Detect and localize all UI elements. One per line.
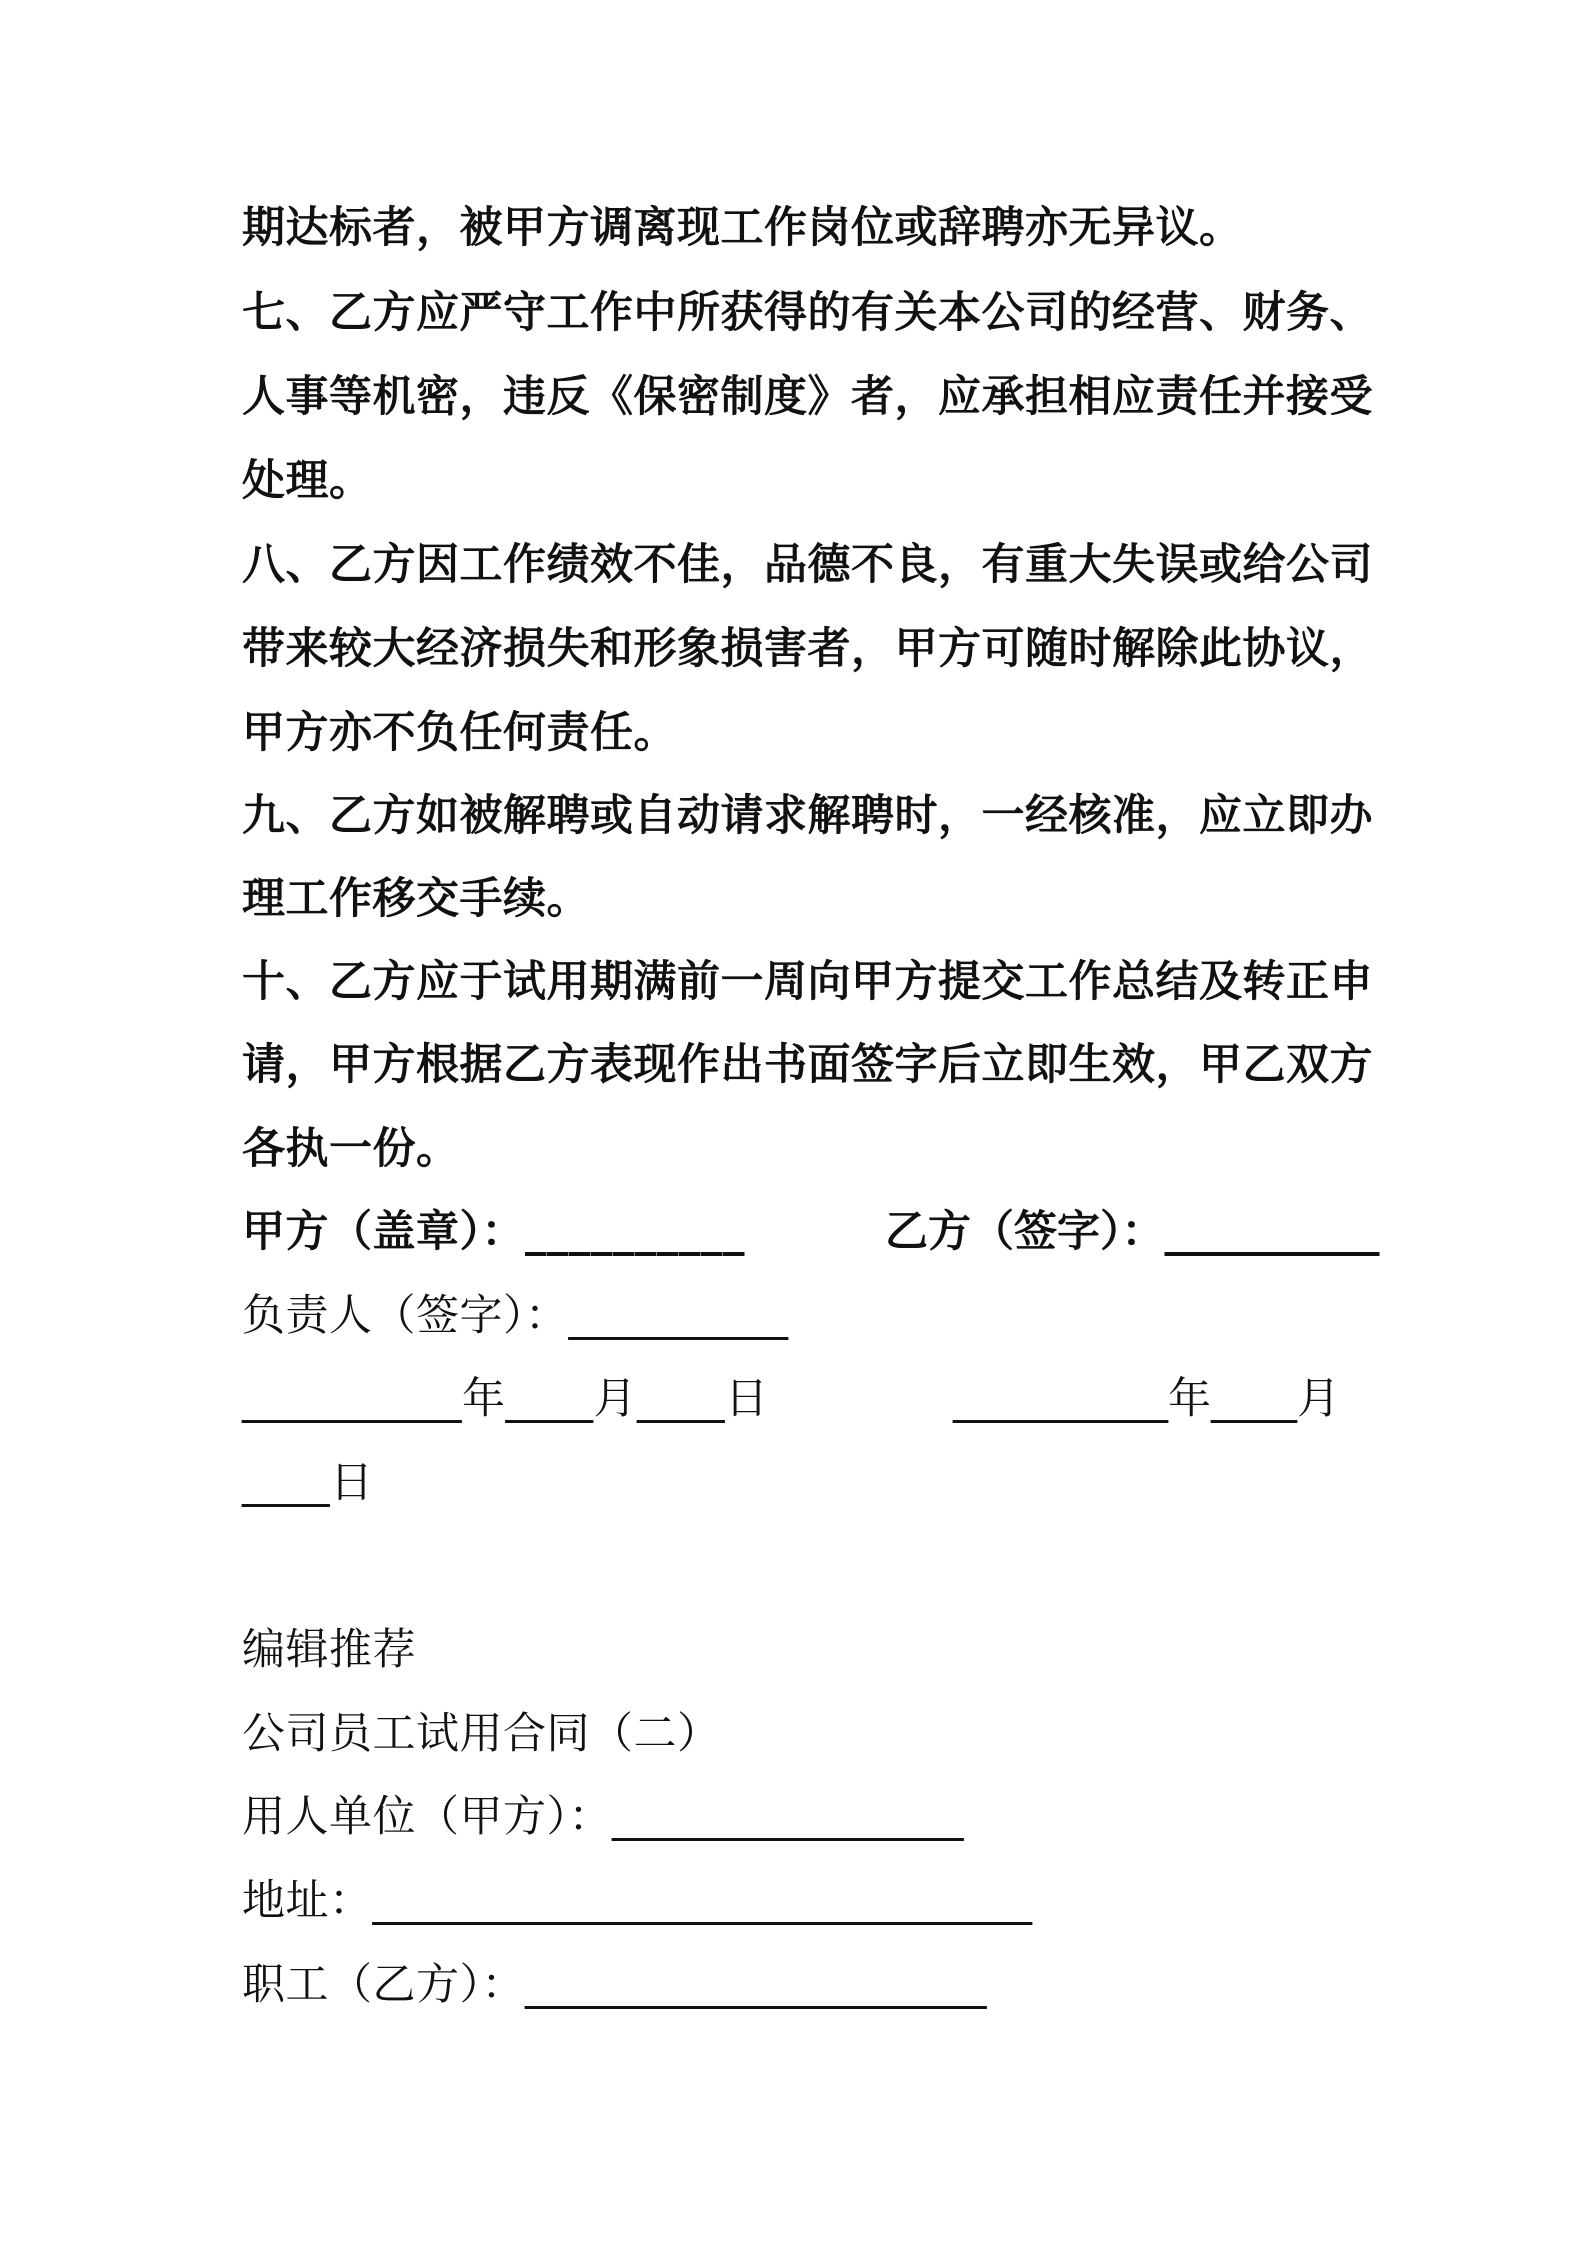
body-line-10: 十、乙方应于试用期满前一周向甲方提交工作总结及转正申: [242, 957, 1373, 1007]
body-line-3: 人事等机密，违反《保密制度》者，应承担相应责任并接受: [242, 372, 1373, 422]
recommend-title: 公司员工试用合同（二）: [242, 1709, 721, 1759]
body-line-5: 八、乙方因工作绩效不佳，品德不良，有重大失误或给公司: [242, 540, 1373, 590]
body-line-12: 各执一份。: [242, 1124, 460, 1174]
body-line-4: 处理。: [242, 456, 373, 506]
party-a-seal: 甲方（盖章）：__________: [242, 1207, 745, 1257]
body-line-6: 带来较大经济损失和形象损害者，甲方可随时解除此协议，: [242, 624, 1373, 674]
body-line-7: 甲方亦不负任何责任。: [242, 708, 677, 758]
body-line-9: 理工作移交手续。: [242, 874, 590, 924]
employee-field: 职工（乙方）：_____________________: [242, 1960, 987, 2010]
date-right: __________年____月: [953, 1374, 1340, 1424]
recommend-heading: 编辑推荐: [242, 1625, 416, 1675]
body-line-1: 期达标者，被甲方调离现工作岗位或辞聘亦无异议。: [242, 203, 1243, 253]
responsible-sign: 负责人（签字）：__________: [242, 1291, 789, 1341]
date-left: __________年____月____日: [242, 1374, 769, 1424]
body-line-11: 请，甲方根据乙方表现作出书面签字后立即生效，甲乙双方: [242, 1040, 1373, 1090]
party-b-sign: 乙方（签字）：__________: [885, 1207, 1380, 1257]
employer-field: 用人单位（甲方）：________________: [242, 1792, 964, 1842]
body-line-2: 七、乙方应严守工作中所获得的有关本公司的经营、财务、: [242, 288, 1373, 338]
address-field: 地址：______________________________: [242, 1876, 1033, 1926]
body-line-8: 九、乙方如被解聘或自动请求解聘时，一经核准，应立即办: [242, 791, 1373, 841]
date-right-day: ____日: [242, 1458, 374, 1508]
